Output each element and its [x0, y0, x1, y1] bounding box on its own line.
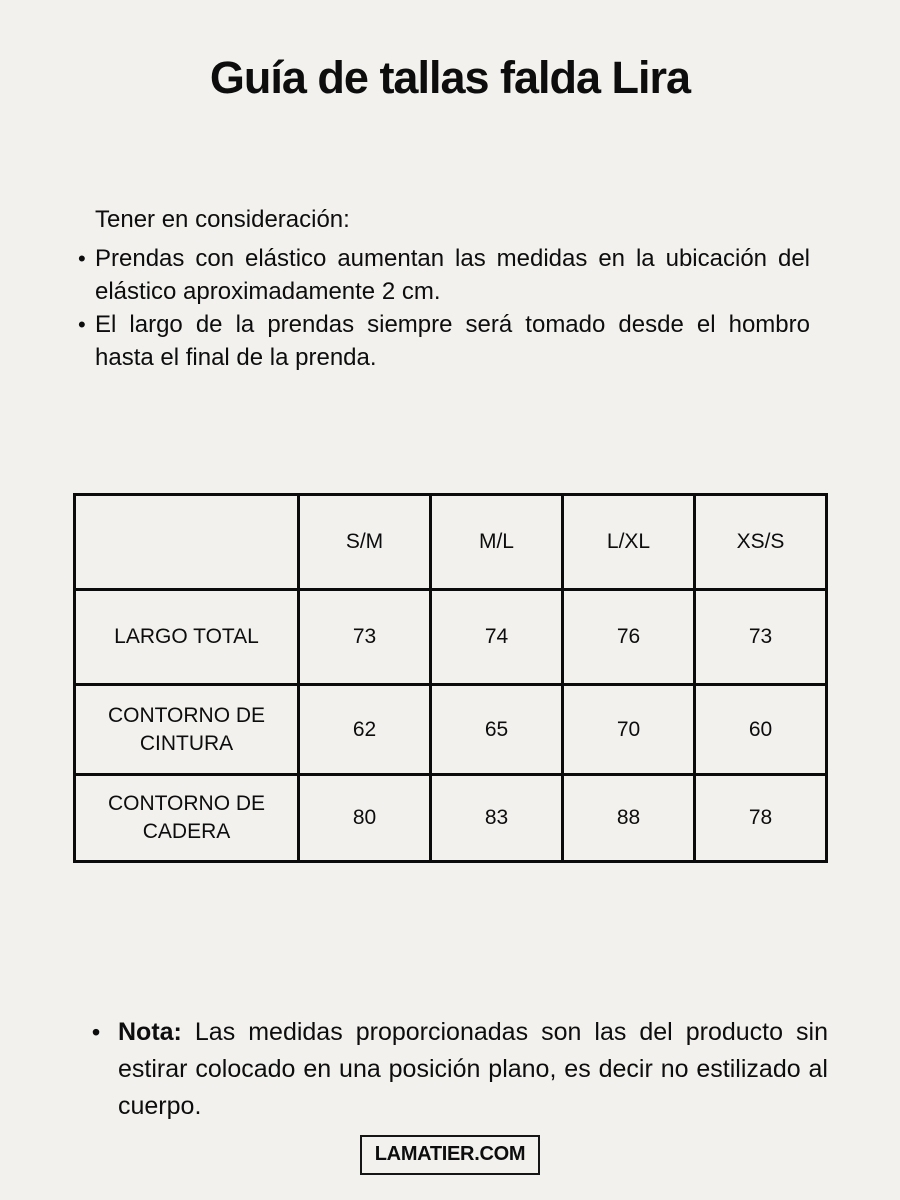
bullet-icon: •	[78, 246, 86, 271]
footer	[0, 1135, 900, 1175]
table-cell: 65	[431, 685, 563, 775]
table-cell: 73	[299, 590, 431, 685]
row-label: CONTORNO DE CADERA	[75, 775, 299, 862]
brand-badge: LAMATIER.COM	[360, 1135, 540, 1175]
table-cell: 88	[563, 775, 695, 862]
table-cell: 78	[695, 775, 827, 862]
consideration-text: Prendas con elástico aumentan las medidas en la ubicación del elástico aproximadamente 2 cm.	[95, 245, 810, 305]
consideration-text: El largo de la prendas siempre será tomado desde el hombro hasta el final de la prenda.	[95, 311, 810, 371]
table-cell: 62	[299, 685, 431, 775]
table-header-cell: L/XL	[563, 495, 695, 590]
table-header-cell: M/L	[431, 495, 563, 590]
table-row	[75, 775, 827, 862]
table-cell: 70	[563, 685, 695, 775]
bullet-icon: •	[92, 1019, 101, 1045]
table-row	[75, 590, 827, 685]
row-label: LARGO TOTAL	[75, 590, 299, 685]
note-body: Las medidas proporcionadas son las del producto sin estirar colocado en una posición plano, es decir no estilizado al cuerpo.	[118, 1018, 828, 1120]
considerations-section	[78, 203, 810, 374]
row-label: CONTORNO DE CINTURA	[75, 685, 299, 775]
note-section	[92, 1014, 828, 1125]
table-header-cell	[75, 495, 299, 590]
table-cell: 80	[299, 775, 431, 862]
table-row	[75, 685, 827, 775]
note-label: Nota:	[118, 1018, 182, 1046]
size-table	[73, 493, 828, 863]
table-header-row	[75, 495, 827, 590]
table-cell: 73	[695, 590, 827, 685]
table-header-cell: XS/S	[695, 495, 827, 590]
page-title: Guía de tallas falda Lira	[209, 52, 691, 103]
consideration-item	[78, 308, 810, 374]
consideration-item	[78, 242, 810, 308]
table-cell: 83	[431, 775, 563, 862]
table-cell: 76	[563, 590, 695, 685]
considerations-heading: Tener en consideración:	[95, 206, 350, 233]
bullet-icon: •	[78, 312, 86, 337]
table-cell: 74	[431, 590, 563, 685]
table-cell: 60	[695, 685, 827, 775]
table-header-cell: S/M	[299, 495, 431, 590]
note-text	[118, 1014, 828, 1125]
